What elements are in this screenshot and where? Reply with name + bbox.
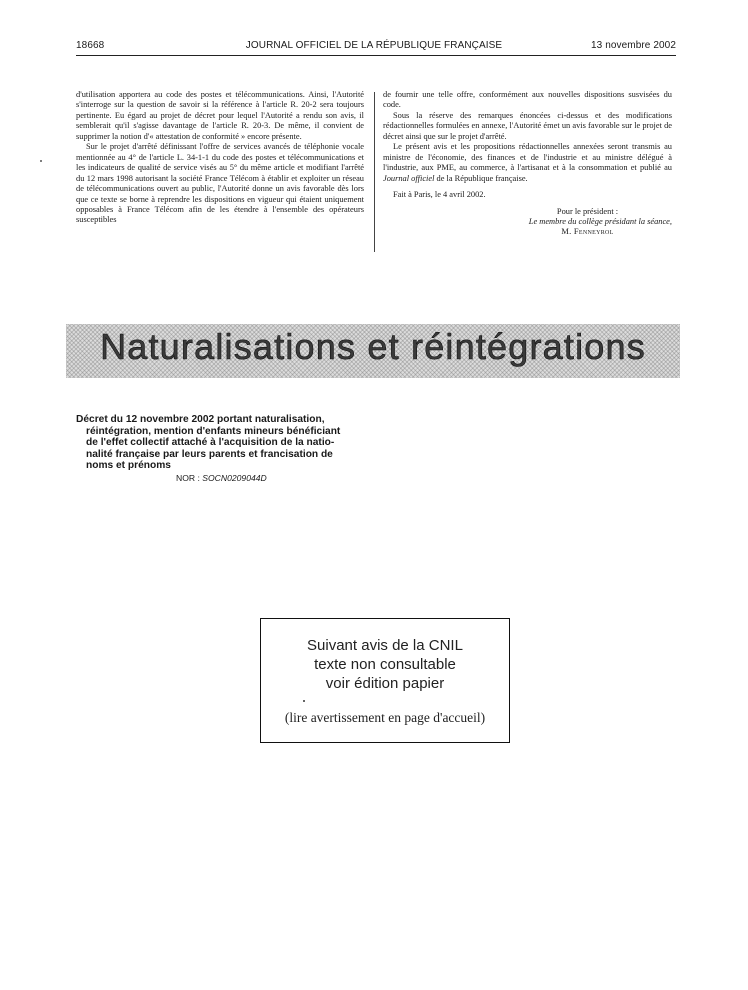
left-paragraph-1: d'utilisation apportera au code des postes et télécommunications. Ainsi, l'Autorité s'interroge sur la question de savoir si la référence à l'article R. 20-2 sera toujours pertinente. Eu égard au projet de décret pour lequel l'Autorité a rendu son avis, il semblerait qu'il s'agisse davantage de l'article R. 20-3. De même, il convient de supprimer la notion d'« attestation de conformité » encore présente. — [76, 90, 364, 141]
decree-title-line: Décret du 12 novembre 2002 portant naturalisation, — [76, 414, 325, 425]
college-member-line: Le membre du collège présidant la séance, — [528, 216, 672, 226]
for-president-line: Pour le président : — [556, 206, 619, 216]
done-at-line: Fait à Paris, le 4 avril 2002. — [393, 190, 486, 200]
left-paragraph-2: Sur le projet d'arrêté définissant l'offre de services avancés de téléphonie vocale mentionnée au 4° de l'article L. 34-1-1 du code des postes et télécommunications et les indicateurs de qualité de service visés au 5° du même article et modifiant l'arrêté du 12 mars 1998 autorisant la société France Télécom à établir et exploiter un réseau de télécommunications ouvert au public, l'Autorité donne un avis favorable dès lors que ce texte se borne à reprendre les dispositions en vigueur qui étaient uniquement opposables à France Télécom afin de les étendre à l'ensemble des opérateurs susceptibles — [76, 142, 364, 225]
decree-title-line: de l'effet collectif attaché à l'acquisition de la natio- — [86, 437, 335, 449]
scan-speck — [303, 700, 305, 702]
decree-title-line: noms et prénoms — [86, 460, 171, 472]
right-paragraph-3-part-a: Le présent avis et les propositions rédactionnelles annexées seront transmis au ministre de l'économie, des finances et de l'industrie et au ministre délégué à l'industrie, aux PME, au commerce, à l'artisanat et à la consommation et publié au — [383, 142, 672, 173]
signatory-name: M. Fenneyrol — [561, 227, 614, 237]
journal-title: JOURNAL OFFICIEL DE LA RÉPUBLIQUE FRANÇAISE — [245, 40, 503, 51]
page-number: 18668 — [76, 40, 105, 51]
margin-speck — [40, 160, 42, 162]
nor-reference — [176, 473, 267, 483]
right-column — [383, 90, 672, 238]
section-banner-title: Naturalisations et réintégrations — [100, 326, 646, 367]
decree-title-line: réintégration, mention d'enfants mineurs bénéficiant — [86, 425, 341, 437]
decree-title — [76, 414, 366, 472]
cnil-homepage-note: (lire avertissement en page d'accueil) — [284, 710, 486, 725]
cnil-line-1: Suivant avis de la CNIL — [307, 637, 463, 654]
column-separator — [374, 92, 375, 252]
nor-code: SOCN0209044D — [202, 473, 267, 483]
right-paragraph-3 — [383, 142, 672, 184]
journal-officiel-ref: Journal officiel — [383, 173, 435, 183]
left-column — [76, 90, 364, 226]
decree-title-line: nalité française par leurs parents et francisation de — [86, 448, 333, 460]
header-rule — [76, 55, 676, 56]
right-paragraph-1: de fournir une telle offre, conformément aux nouvelles dispositions susvisées du code. — [383, 90, 672, 110]
cnil-line-2: texte non consultable — [314, 656, 456, 673]
issue-date: 13 novembre 2002 — [591, 40, 676, 51]
right-paragraph-3-part-b: de la République française. — [434, 173, 528, 183]
cnil-line-3: voir édition papier — [325, 675, 445, 692]
right-paragraph-2: Sous la réserve des remarques énoncées ci-dessus et des modifications rédactionnelles formulées en annexe, l'Autorité émet un avis favorable sur le projet de décret ainsi que sur le projet d'arrêté. — [383, 110, 672, 141]
nor-label: NOR : — [176, 473, 203, 483]
